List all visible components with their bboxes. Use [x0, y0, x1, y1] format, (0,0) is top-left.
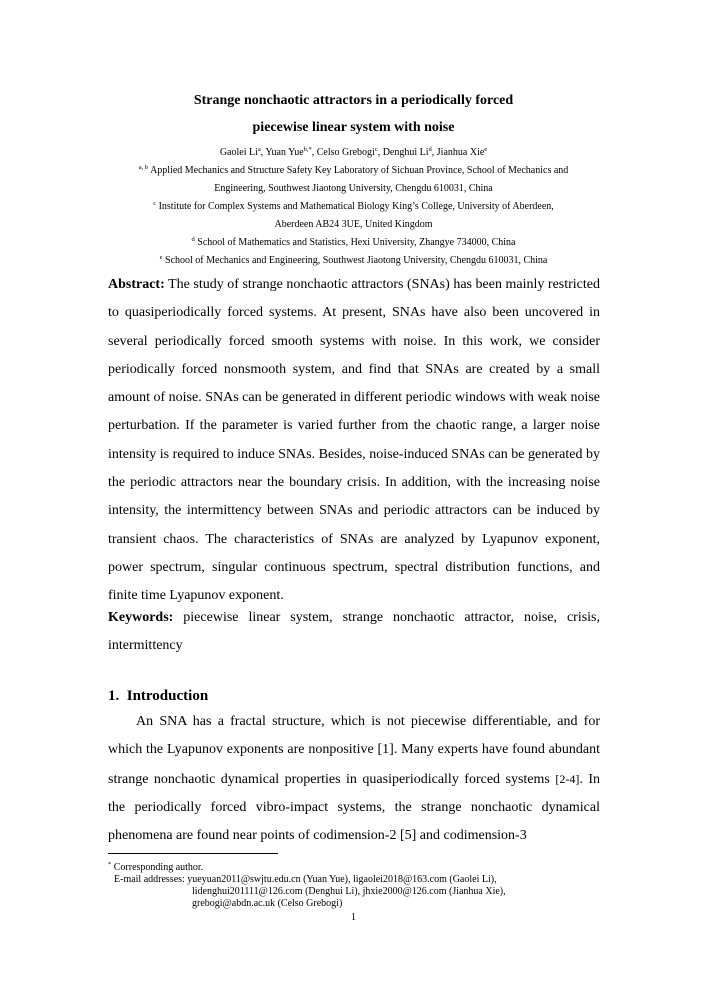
author-name: Celso Grebogi [316, 147, 375, 158]
affiliation-c-line-1 [0, 201, 707, 212]
page-number: 1 [351, 912, 356, 923]
footnote-email-line-2: lidenghui201111@126.com (Denghui Li), jhxie2000@126.com (Jianhua Xie), [192, 886, 506, 897]
intro-text: An SNA has a fractal structure, which is not piecewise differentiable, and for which the Lyapunov exponents are nonpositive [1]. Many experts have found abundant strange nonchaotic dynamical properties in quasiperiodically forced systems [108, 714, 600, 787]
footnote-mark: * [108, 861, 112, 868]
author-affil-mark: d [428, 146, 432, 153]
footnote-corresponding [108, 862, 203, 873]
paper-title-line-2: piecewise linear system with noise [252, 120, 455, 135]
affiliation-mark: a, b [138, 164, 149, 171]
section-title: Introduction [126, 688, 209, 704]
affiliation-e [0, 255, 707, 266]
paper-title-line-1: Strange nonchaotic attractors in a periodically forced [193, 93, 514, 108]
author-affil-mark: e [484, 146, 488, 153]
author-name: Jianhua Xie [436, 147, 485, 158]
author-name: Yuan Yue [265, 147, 304, 158]
keywords [108, 604, 600, 661]
intro-text-cont: . In the periodically forced vibro-impact systems, the strange nonchaotic dynamical phenomena are found near points of codimension-2 [5] and codimension-3 [108, 771, 600, 844]
author-list: Gaolei Li$^a$, Yuan Yue$^{b,*}$, Celso Grebogi$^c$, Denghui Li$^d$, Jianhua Xie$^e$ [219, 146, 488, 158]
affiliation-text: Applied Mechanics and Structure Safety Key Laboratory of Sichuan Province, School of Mechanics and [150, 165, 569, 176]
affiliation-text: Institute for Complex Systems and Mathematical Biology King’s College, University of Aberdeen, [158, 201, 554, 212]
section-heading [108, 688, 208, 705]
affiliation-text: School of Mechanics and Engineering, Southwest Jiaotong University, Chengdu 610031, China [165, 255, 548, 266]
abstract [108, 271, 600, 611]
footnote-text: Corresponding author. [113, 862, 204, 873]
affiliation-mark: d [191, 236, 195, 243]
footnote-divider [108, 853, 278, 854]
author-affil-mark: b,* [303, 146, 312, 153]
footnote-email-line-3: grebogi@abdn.ac.uk (Celso Grebogi) [192, 898, 343, 909]
author-affil-mark: a [257, 146, 261, 153]
author-name: Gaolei Li [219, 147, 258, 158]
footnote-email-line-1: E-mail addresses: yueyuan2011@swjtu.edu.cn (Yuan Yue), ligaolei2018@163.com (Gaolei Li), [114, 874, 497, 885]
affiliation-text: School of Mathematics and Statistics, Hexi University, Zhangye 734000, China [197, 237, 516, 248]
citation: [2-4] [555, 771, 580, 786]
abstract-label: Abstract: [108, 277, 165, 292]
keywords-text: piecewise linear system, strange nonchaotic attractor, noise, crisis, intermittency [108, 610, 601, 654]
affiliation-mark: c [153, 200, 157, 207]
affiliation-d [0, 237, 707, 248]
keywords-label: Keywords: [108, 610, 174, 625]
intro-paragraph [108, 708, 600, 850]
affiliation-mark: e [159, 254, 163, 261]
author-affil-mark: c [374, 146, 378, 153]
affiliation-ab-line-1 [0, 165, 707, 176]
affiliation-ab-line-2: Engineering, Southwest Jiaotong University, Chengdu 610031, China [214, 183, 493, 194]
abstract-text: The study of strange nonchaotic attractors (SNAs) has been mainly restricted to quasiperiodically forced systems. At present, SNAs have also been uncovered in several periodically forced smooth systems with noise. In this work, we consider periodically forced nonsmooth system, and find that SNAs are created by a small amount of noise. SNAs can be generated in different periodic windows with weak noise perturbation. If the parameter is varied further from the chaotic range, a larger noise intensity is required to induce SNAs. Besides, noise-induced SNAs can be generated by the periodic attractors near the boundary crisis. In addition, with the increasing noise intensity, the intermittency between SNAs and periodic attractors can be induced by transient chaos. The characteristics of SNAs are analyzed by Lyapunov exponent, power spectrum, singular continuous spectrum, spectral distribution functions, and finite time Lyapunov exponent. [108, 277, 600, 604]
affiliation-c-line-2: Aberdeen AB24 3UE, United Kingdom [274, 219, 433, 230]
author-name: Denghui Li [382, 147, 429, 158]
section-number: 1. [108, 688, 120, 704]
